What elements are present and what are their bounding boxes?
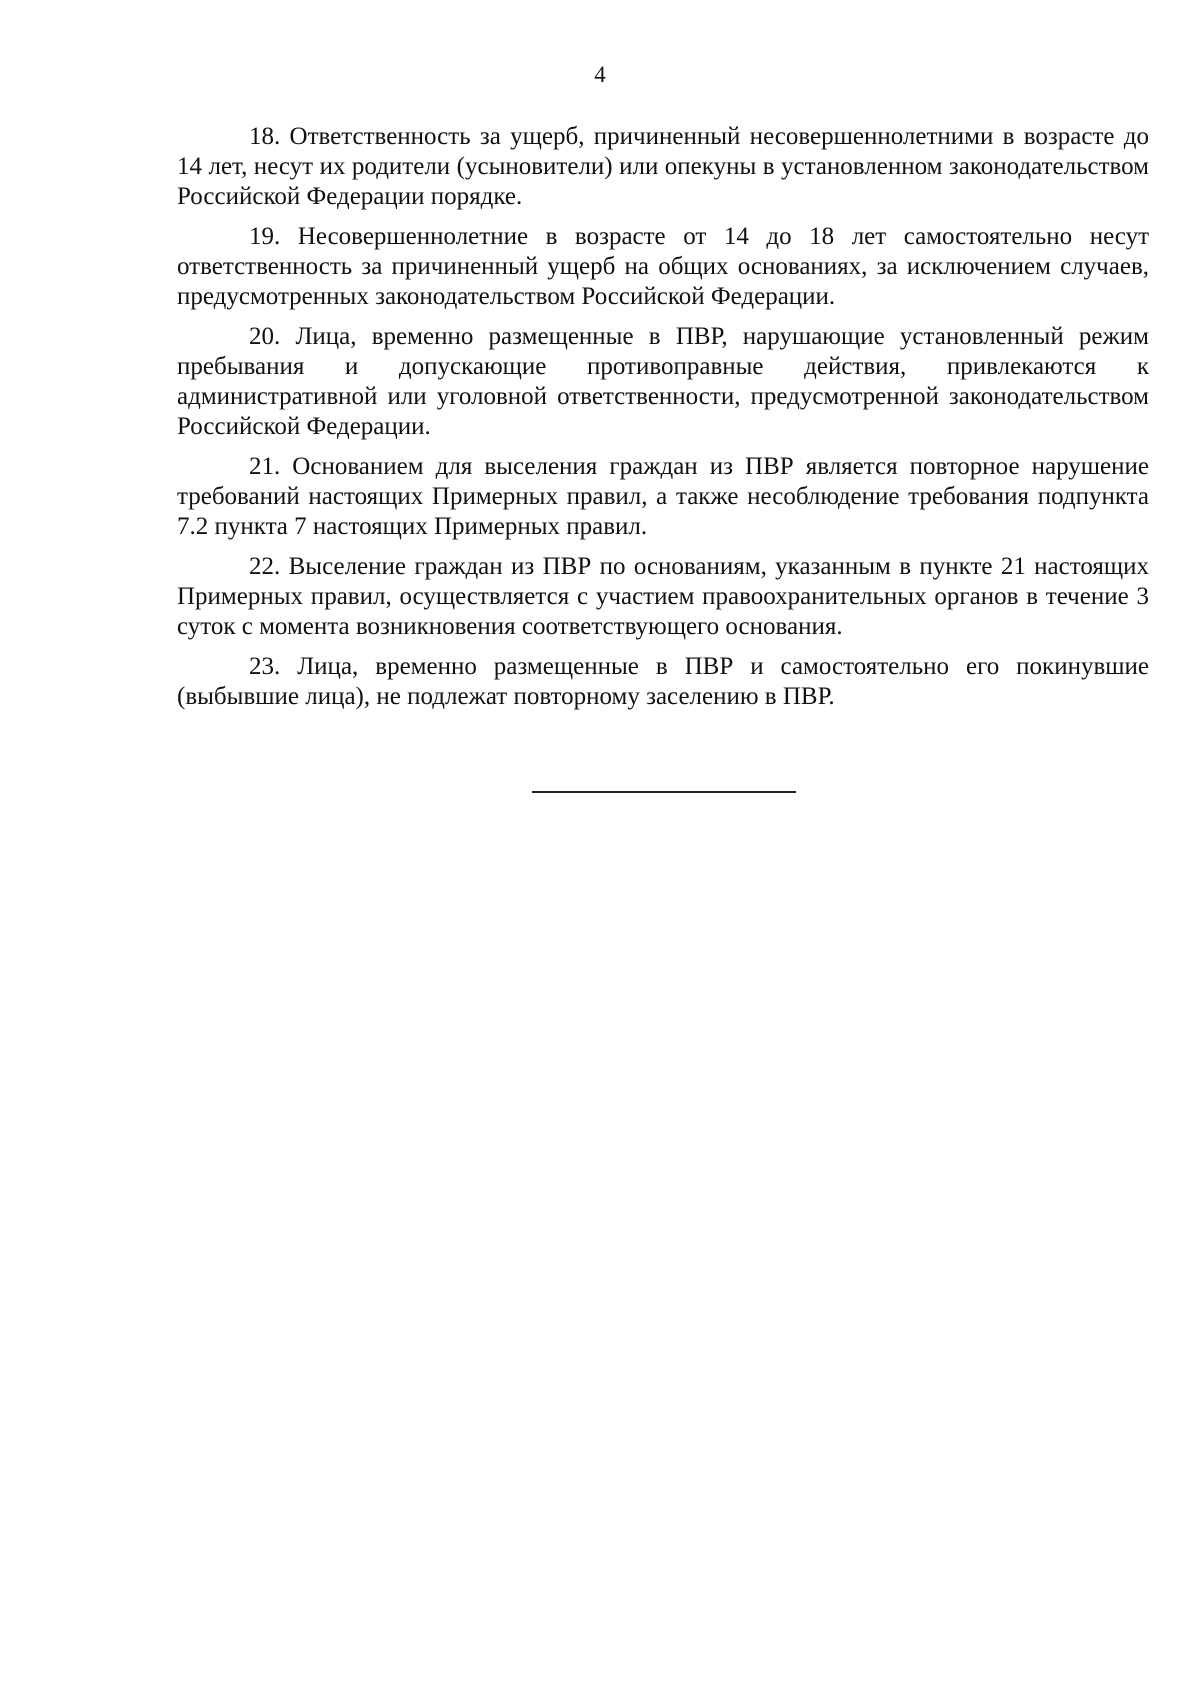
paragraph-23: 23. Лица, временно размещенные в ПВР и самостоятельно его покинувшие (выбывшие лица), не подлежат повторному заселению в ПВР. <box>177 653 1149 710</box>
paragraph-20: 20. Лица, временно размещенные в ПВР, нарушающие установленный режим пребывания и допускающие противоправные действия, привлекаются к административной или уголовной ответственности, предусмотренной законодательством Российской Федерации. <box>177 323 1149 440</box>
paragraph-21: 21. Основанием для выселения граждан из ПВР является повторное нарушение требований настоящих Примерных правил, а также несоблюдение требования подпункта 7.2 пункта 7 настоящих Примерных правил. <box>177 453 1149 540</box>
page-number: 4 <box>594 62 606 87</box>
end-of-document-rule <box>532 791 796 793</box>
document-body <box>177 122 1149 722</box>
paragraph-19: 19. Несовершеннолетние в возрасте от 14 до 18 лет самостоятельно несут ответственность за причиненный ущерб на общих основаниях, за исключением случаев, предусмотренных законодательством Российской Федерации. <box>177 223 1149 310</box>
paragraph-18: 18. Ответственность за ущерб, причиненный несовершеннолетними в возрасте до 14 лет, несут их родители (усыновители) или опекуны в установленном законодательством Российской Федерации порядке. <box>177 123 1149 210</box>
paragraph-22: 22. Выселение граждан из ПВР по основаниям, указанным в пункте 21 настоящих Примерных правил, осуществляется с участием правоохранительных органов в течение 3 суток с момента возникновения соответствующего основания. <box>177 553 1149 640</box>
